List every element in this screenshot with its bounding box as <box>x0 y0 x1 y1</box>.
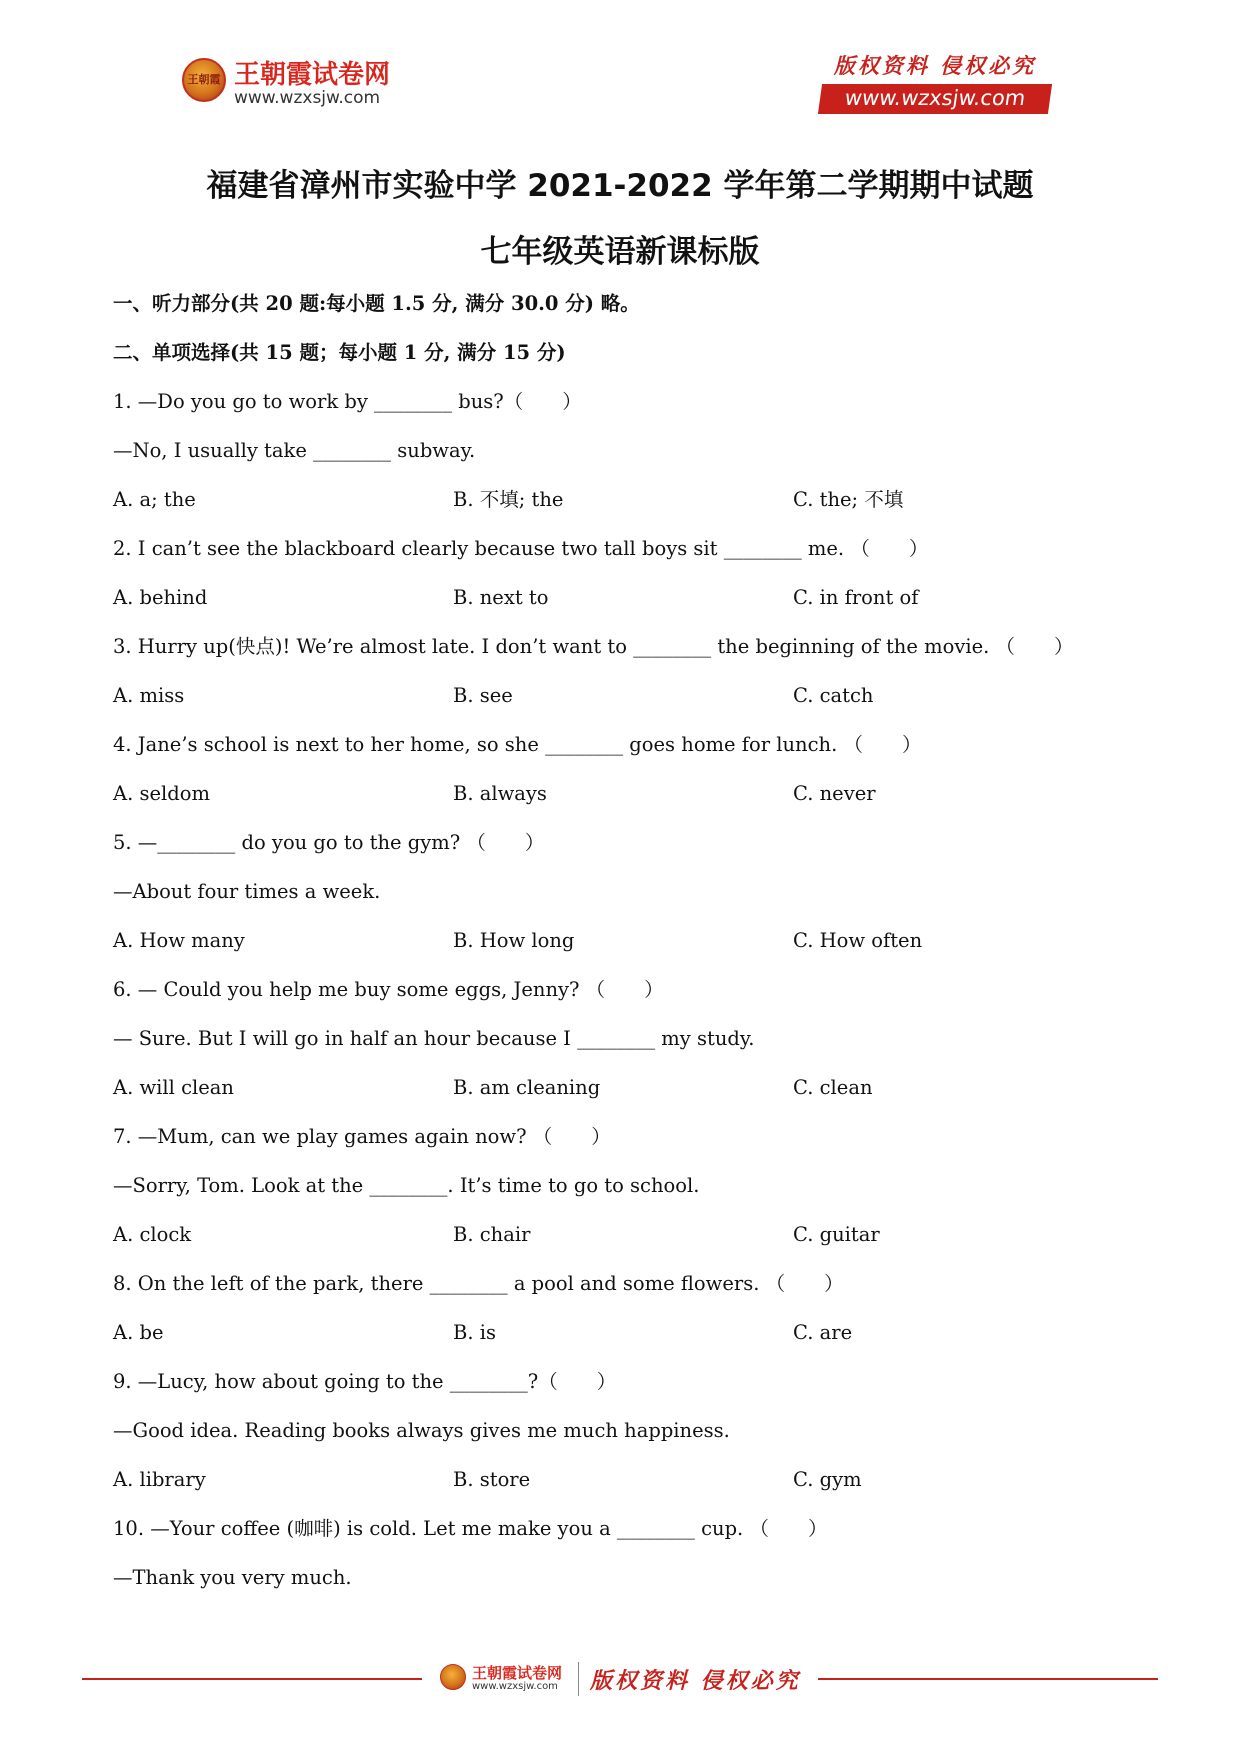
answer-option-b: B. next to <box>453 586 549 609</box>
brand-url: www.wzxsjw.com <box>234 88 381 108</box>
answer-option-a: A. be <box>113 1321 164 1344</box>
answer-option-b: B. store <box>453 1468 531 1491</box>
footer-separator <box>578 1662 579 1696</box>
question-6 <box>113 973 1133 1120</box>
question-stem: 9. —Lucy, how about going to the ________?（ ） <box>113 1370 617 1393</box>
answer-option-b: B. How long <box>453 929 575 952</box>
copyright-url: www.wzxsjw.com <box>818 84 1052 114</box>
answer-option-a: A. library <box>113 1468 206 1491</box>
answer-option-a: A. miss <box>113 684 185 707</box>
answer-option-c: C. in front of <box>793 586 919 609</box>
answer-option-a: A. seldom <box>113 782 210 805</box>
footer-badge-icon <box>440 1664 466 1690</box>
question-10 <box>113 1512 1133 1610</box>
question-stem: 10. —Your coffee (咖啡) is cold. Let me make you a ________ cup. （ ） <box>113 1517 828 1540</box>
answer-options <box>113 581 1133 630</box>
answer-option-b: B. see <box>453 684 513 707</box>
question-dialogue-line: —Thank you very much. <box>113 1566 352 1589</box>
answer-option-b: B. am cleaning <box>453 1076 601 1099</box>
question-stem: 2. I can’t see the blackboard clearly because two tall boys sit ________ me. （ ） <box>113 537 929 560</box>
footer-divider-left <box>82 1678 422 1680</box>
answer-option-c: C. never <box>793 782 876 805</box>
question-stem: 5. —________ do you go to the gym? （ ） <box>113 831 545 854</box>
page-footer <box>0 1650 1240 1710</box>
question-dialogue-line: — Sure. But I will go in half an hour because I ________ my study. <box>113 1027 755 1050</box>
question-stem: 1. —Do you go to work by ________ bus?（ ） <box>113 390 582 413</box>
question-dialogue-line: —Sorry, Tom. Look at the ________. It’s time to go to school. <box>113 1174 700 1197</box>
footer-brand-url: www.wzxsjw.com <box>472 1681 558 1692</box>
exam-title: 福建省漳州市实验中学 2021-2022 学年第二学期期中试题 <box>206 168 1034 204</box>
answer-option-a: A. a; the <box>113 488 196 511</box>
question-dialogue-line: —No, I usually take ________ subway. <box>113 439 476 462</box>
copyright-text: 版权资料 侵权必究 <box>833 53 1037 78</box>
question-list <box>113 385 1133 1610</box>
answer-option-a: A. clock <box>113 1223 192 1246</box>
answer-options <box>113 679 1133 728</box>
answer-option-c: C. are <box>793 1321 853 1344</box>
answer-options <box>113 924 1133 973</box>
question-8 <box>113 1267 1133 1365</box>
answer-option-b: B. 不填; the <box>453 488 564 511</box>
question-stem: 4. Jane’s school is next to her home, so she ________ goes home for lunch. （ ） <box>113 733 922 756</box>
answer-option-c: C. the; 不填 <box>793 488 904 511</box>
question-7 <box>113 1120 1133 1267</box>
question-stem: 8. On the left of the park, there ________ a pool and some flowers. （ ） <box>113 1272 844 1295</box>
answer-option-a: A. behind <box>113 586 208 609</box>
question-9 <box>113 1365 1133 1512</box>
copyright-stamp <box>820 50 1050 114</box>
question-1 <box>113 385 1133 532</box>
answer-option-a: A. will clean <box>113 1076 234 1099</box>
question-dialogue-line: —Good idea. Reading books always gives me much happiness. <box>113 1419 730 1442</box>
exam-subtitle: 七年级英语新课标版 <box>480 234 760 270</box>
answer-option-b: B. always <box>453 782 547 805</box>
answer-option-c: C. gym <box>793 1468 862 1491</box>
footer-divider-right <box>818 1678 1158 1680</box>
question-dialogue-line: —About four times a week. <box>113 880 381 903</box>
answer-option-c: C. How often <box>793 929 923 952</box>
answer-options <box>113 483 1133 532</box>
question-stem: 6. — Could you help me buy some eggs, Jenny? （ ） <box>113 978 664 1001</box>
answer-options <box>113 1463 1133 1512</box>
answer-option-b: B. is <box>453 1321 496 1344</box>
footer-brand-name: 王朝霞试卷网 <box>472 1664 563 1682</box>
question-stem: 3. Hurry up(快点)! We’re almost late. I don’t want to ________ the beginning of the movie. （ ） <box>113 635 1074 658</box>
answer-options <box>113 777 1133 826</box>
question-4 <box>113 728 1133 826</box>
page-header <box>0 0 1240 130</box>
answer-options <box>113 1071 1133 1120</box>
section-single-choice: 二、单项选择(共 15 题；每小题 1 分, 满分 15 分) <box>113 341 566 364</box>
question-2 <box>113 532 1133 630</box>
section-listening: 一、听力部分(共 20 题:每小题 1.5 分, 满分 30.0 分) 略。 <box>113 292 640 315</box>
answer-option-b: B. chair <box>453 1223 531 1246</box>
brand-name: 王朝霞试卷网 <box>234 60 391 90</box>
question-5 <box>113 826 1133 973</box>
brand-badge-icon: 王朝霞 <box>182 58 226 102</box>
question-stem: 7. —Mum, can we play games again now? （ ） <box>113 1125 611 1148</box>
answer-options <box>113 1316 1133 1365</box>
answer-option-c: C. guitar <box>793 1223 880 1246</box>
footer-copyright: 版权资料 侵权必究 <box>590 1668 801 1694</box>
answer-option-a: A. How many <box>113 929 245 952</box>
exam-body <box>113 287 1133 1610</box>
answer-option-c: C. catch <box>793 684 874 707</box>
answer-options <box>113 1218 1133 1267</box>
answer-option-c: C. clean <box>793 1076 873 1099</box>
question-3 <box>113 630 1133 728</box>
